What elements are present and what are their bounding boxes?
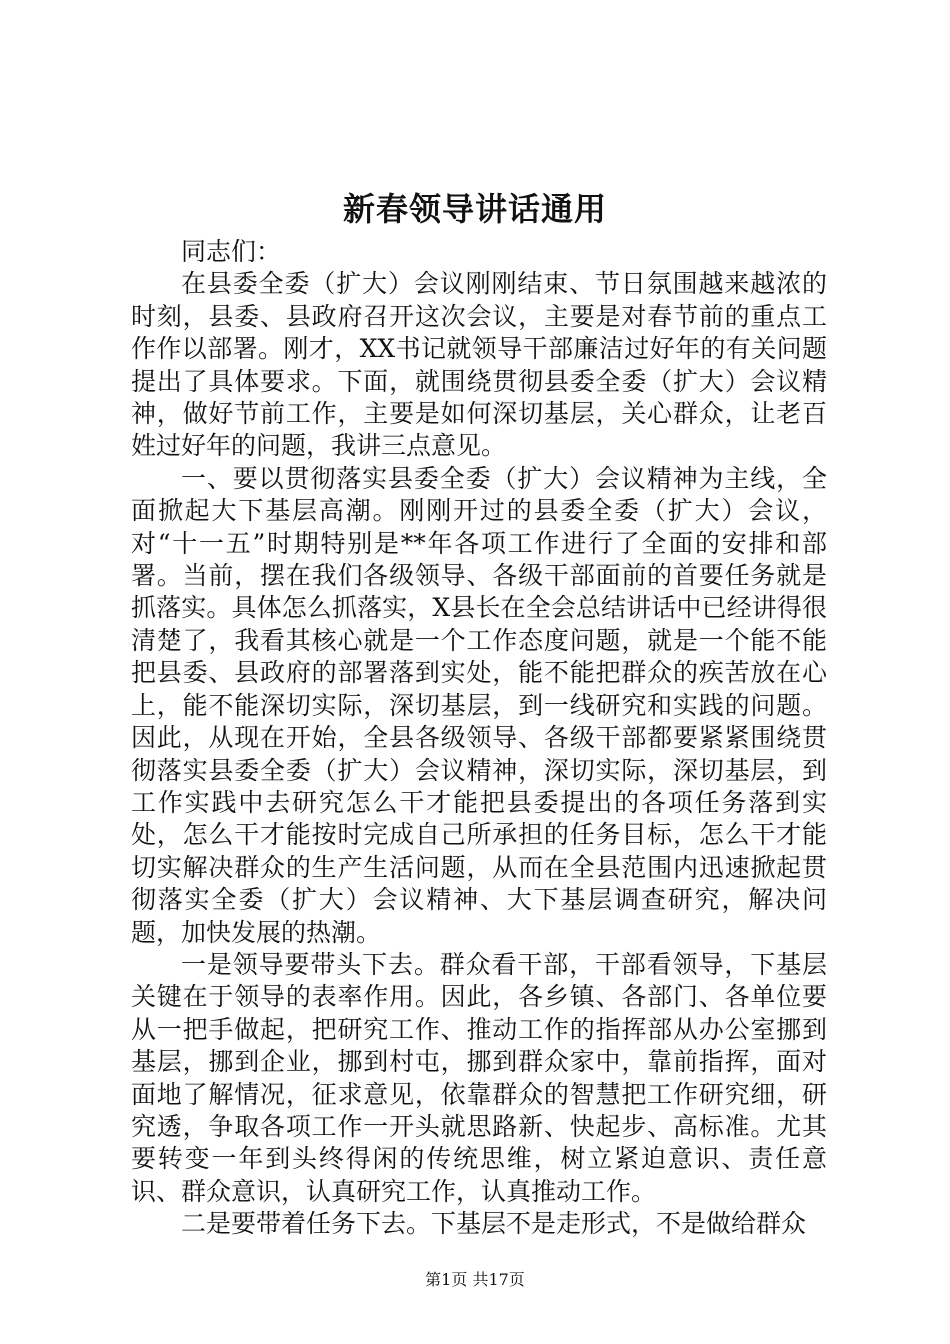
document-title: 新春领导讲话通用 (342, 190, 607, 228)
salutation: 同志们： (181, 237, 282, 266)
paragraph-point-one: 一是领导要带头下去。群众看干部，干部看领导，下基层关键在于领导的表率作用。因此，各乡镇、各部门、各单位要从一把手做起，把研究工作、推动工作的指挥部从办公室挪到基层，挪到企业，挪到村屯，挪到群众家中，靠前指挥，面对面地了解情况，征求意见，依靠群众的智慧把工作研究细，研究透，争取各项工作一开头就思路新、快起步、高标准。尤其要转变一年到头终得闲的传统思维，树立紧迫意识、责任意识、群众意识，认真研究工作，认真推动工作。 (131, 949, 827, 1206)
paragraph-point-two: 二是要带着任务下去。下基层不是走形式，不是做给群众 (181, 1209, 807, 1239)
page-number-footer: 第1页 共17页 (425, 1270, 525, 1289)
paragraph-intro: 在县委全委（扩大）会议刚刚结束、节日氛围越来越浓的时刻，县委、县政府召开这次会议，主要是对春节前的重点工作作以部署。刚才，XX书记就领导干部廉洁过好年的有关问题提出了具体要求。下面，就围绕贯彻县委全委（扩大）会议精神，做好节前工作，主要是如何深切基层，关心群众，让老百姓过好年的问题，我讲三点意见。 (131, 269, 827, 461)
document-body (131, 236, 827, 1241)
paragraph-section-one: 一、要以贯彻落实县委全委（扩大）会议精神为主线，全面掀起大下基层高潮。刚刚开过的县委全委（扩大）会议，对“十一五”时期特别是**年各项工作进行了全面的安排和部署。当前，摆在我们各级领导、各级干部面前的首要任务就是抓落实。具体怎么抓落实，X县长在全会总结讲话中已经讲得很清楚了，我看其核心就是一个工作态度问题，就是一个能不能把县委、县政府的部署落到实处，能不能把群众的疾苦放在心上，能不能深切实际，深切基层，到一线研究和实践的问题。因此，从现在开始，全县各级领导、各级干部都要紧紧围绕贯彻落实县委全委（扩大）会议精神，深切实际，深切基层，到工作实践中去研究怎么干才能把县委提出的各项任务落到实处，怎么干才能按时完成自己所承担的任务目标，怎么干才能切实解决群众的生产生活问题，从而在全县范围内迅速掀起贯彻落实全委（扩大）会议精神、大下基层调查研究，解决问题，加快发展的热潮。 (131, 463, 827, 947)
